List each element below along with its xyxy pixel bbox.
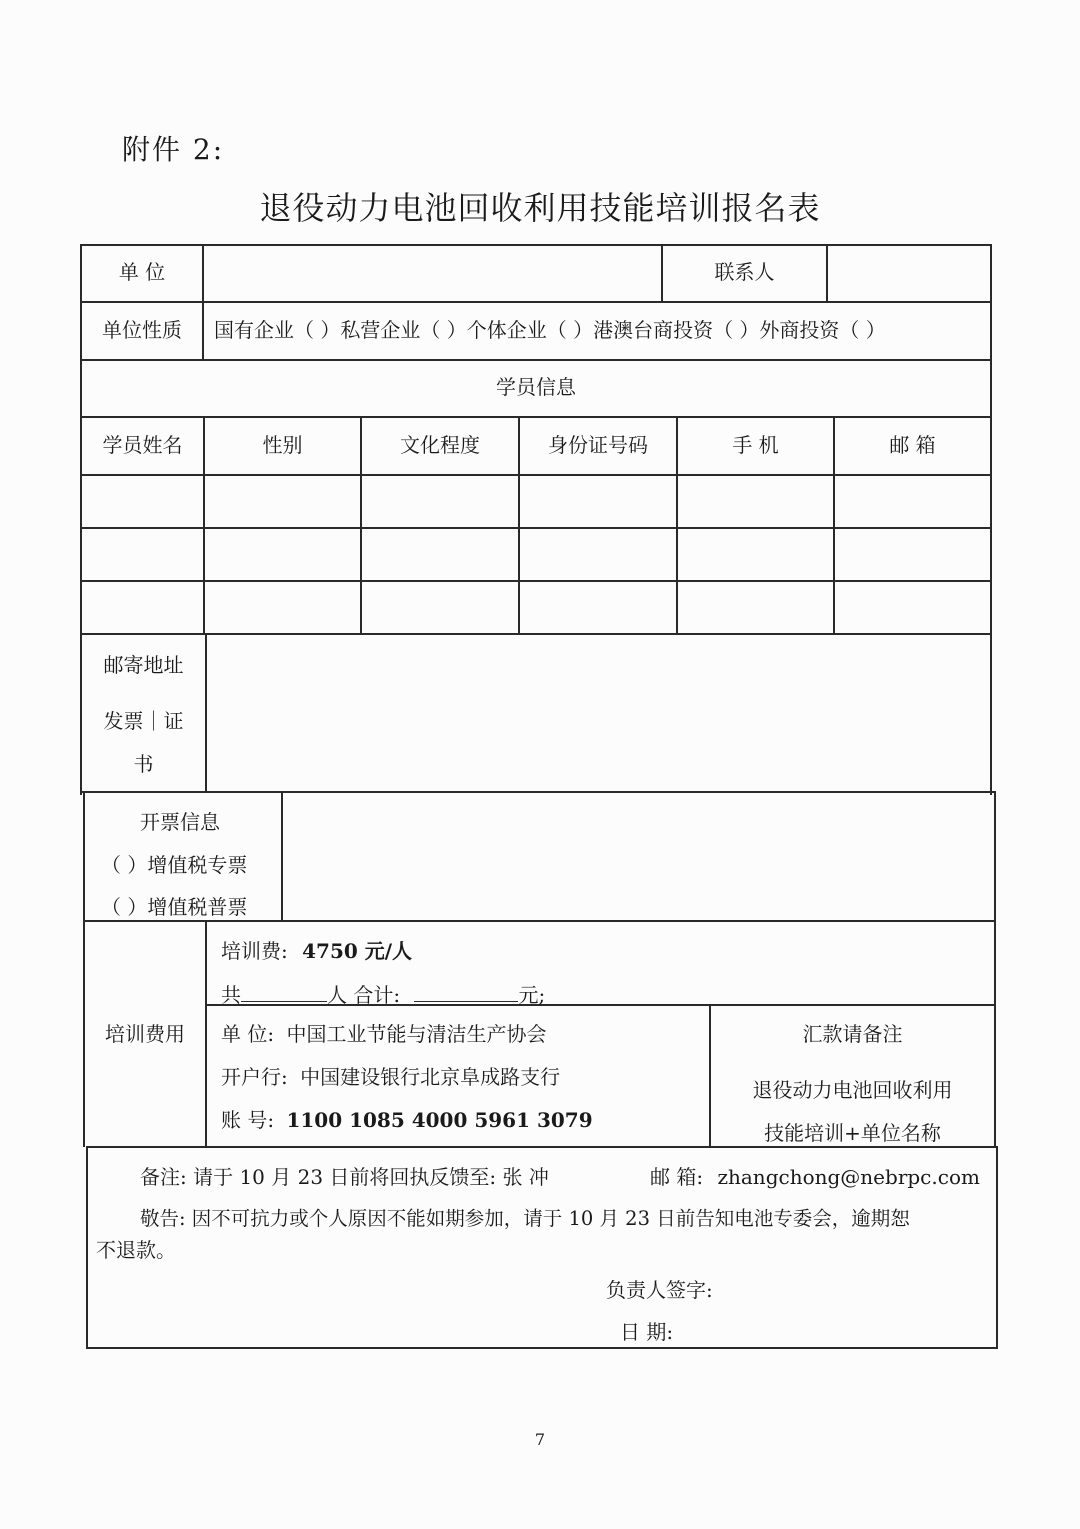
feedback-email-line <box>650 1167 980 1187</box>
unit-label: 单 位 <box>118 260 166 284</box>
payee-line <box>221 1024 546 1044</box>
header-gender: 性别 <box>262 433 303 457</box>
bank-value: 中国建设银行北京阜成路支行 <box>300 1065 561 1089</box>
total-gong: 共 <box>221 983 241 1007</box>
account-line <box>221 1110 593 1130</box>
total-ren: 人 合计: <box>327 983 401 1007</box>
contact-input[interactable] <box>828 246 990 301</box>
headcount-blank[interactable] <box>241 983 327 1002</box>
fee-amount: 4750 元/人 <box>302 939 413 963</box>
page-number: 7 <box>534 1430 546 1449</box>
table-row[interactable] <box>82 476 990 527</box>
account-label: 账 号: <box>221 1108 275 1132</box>
total-amount-blank[interactable] <box>414 983 518 1002</box>
payee-value: 中国工业节能与清洁生产协会 <box>286 1022 547 1046</box>
fee-prefix: 培训费: <box>221 939 288 963</box>
mailing-address-label: 邮寄地址 <box>103 653 184 677</box>
unit-nature-options[interactable]: 国有企业（ ）私营企业（ ）个体企业（ ）港澳台商投资（ ）外商投资（ ） <box>214 318 886 342</box>
table-row[interactable] <box>82 529 990 580</box>
mailing-invoice-label: 发票｜证 <box>103 709 184 733</box>
header-education: 文化程度 <box>400 433 480 457</box>
form-title: 退役动力电池回收利用技能培训报名表 <box>259 189 821 227</box>
feedback-note: 备注: 请于 10 月 23 日前将回执反馈至: 张 冲 <box>140 1165 549 1189</box>
account-value: 1100 1085 4000 5961 3079 <box>286 1108 593 1132</box>
header-name: 学员姓名 <box>102 433 183 457</box>
remit-title: 汇款请备注 <box>802 1022 903 1046</box>
payee-label: 单 位: <box>221 1022 275 1046</box>
email-value: zhangchong@nebrpc.com <box>717 1165 980 1189</box>
total-line <box>221 983 545 1005</box>
header-phone: 手 机 <box>732 433 779 457</box>
vat-special-option[interactable]: （ ）增值税专票 <box>101 853 248 877</box>
mailing-certificate-label: 书 <box>133 752 154 776</box>
table-row[interactable] <box>82 582 990 633</box>
unit-input[interactable] <box>204 246 661 301</box>
invoice-title: 开票信息 <box>140 810 220 834</box>
student-section-title: 学员信息 <box>496 375 576 399</box>
header-id-number: 身份证号码 <box>548 433 648 457</box>
bank-line <box>221 1067 560 1087</box>
header-email: 邮 箱 <box>889 433 936 457</box>
contact-label: 联系人 <box>714 260 775 284</box>
fee-line <box>221 941 412 961</box>
date-label: 日 期: <box>620 1320 674 1344</box>
training-fee-label: 培训费用 <box>105 1022 185 1046</box>
notice-line-1: 敬告: 因不可抗力或个人原因不能如期参加，请于 10 月 23 日前告知电池专委会，逾期恕 <box>140 1207 910 1230</box>
email-label: 邮 箱: <box>650 1165 704 1189</box>
mailing-address-input[interactable] <box>207 635 990 791</box>
invoice-info-input[interactable] <box>283 793 994 920</box>
vat-general-option[interactable]: （ ）增值税普票 <box>101 895 248 919</box>
remit-line-2: 技能培训+单位名称 <box>764 1121 941 1145</box>
notice-line-2: 不退款。 <box>96 1238 176 1262</box>
remit-line-1: 退役动力电池回收利用 <box>752 1078 953 1102</box>
total-yuan: 元; <box>518 983 546 1007</box>
unit-nature-label: 单位性质 <box>102 318 182 342</box>
bank-label: 开户行: <box>221 1065 288 1089</box>
attachment-label: 附件 2: <box>122 133 225 166</box>
signature-label: 负责人签字: <box>606 1278 713 1302</box>
